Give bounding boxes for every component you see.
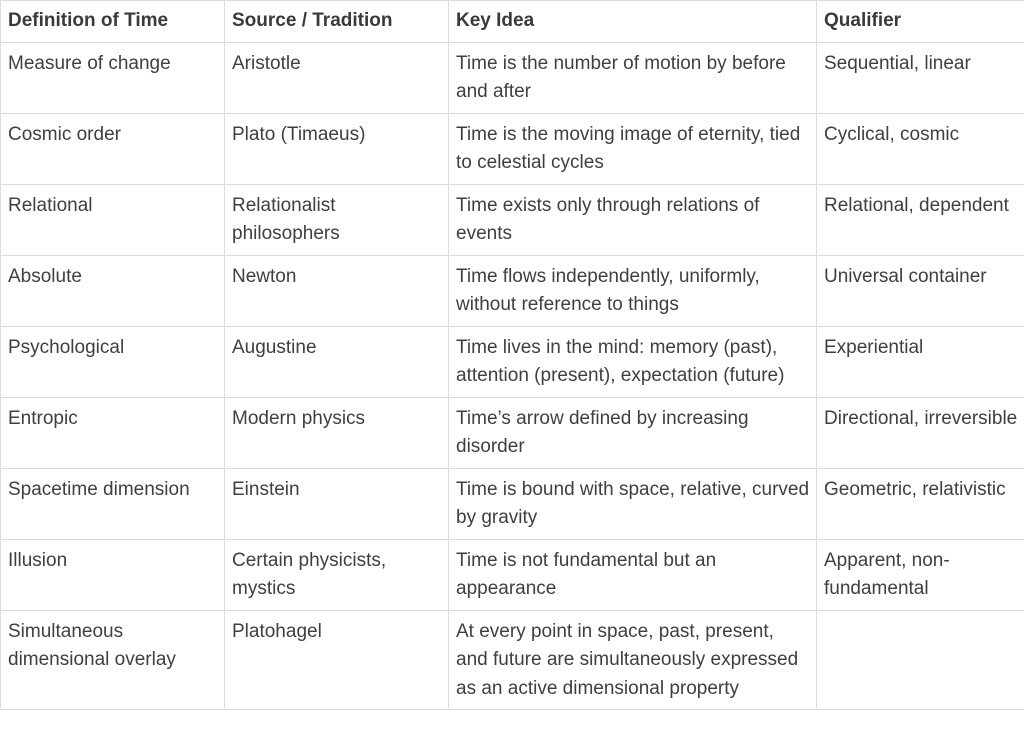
cell-definition: Entropic bbox=[1, 397, 225, 468]
table-row bbox=[1, 468, 1024, 539]
cell-key-idea: At every point in space, past, present, and future are simultaneously expressed as an active dimensional property bbox=[449, 610, 817, 710]
cell-qualifier: Experiential bbox=[817, 326, 1024, 397]
cell-qualifier: Cyclical, cosmic bbox=[817, 113, 1024, 184]
table-row bbox=[1, 397, 1024, 468]
cell-qualifier: Directional, irreversible bbox=[817, 397, 1024, 468]
cell-source: Certain physicists, mystics bbox=[225, 539, 449, 610]
cell-key-idea: Time is the number of motion by before and after bbox=[449, 42, 817, 113]
table-row bbox=[1, 113, 1024, 184]
cell-definition: Spacetime dimension bbox=[1, 468, 225, 539]
cell-qualifier: Sequential, linear bbox=[817, 42, 1024, 113]
column-header-source: Source / Tradition bbox=[225, 1, 449, 43]
cell-source: Einstein bbox=[225, 468, 449, 539]
cell-key-idea: Time’s arrow defined by increasing disorder bbox=[449, 397, 817, 468]
cell-source: Aristotle bbox=[225, 42, 449, 113]
cell-qualifier: Apparent, non-fundamental bbox=[817, 539, 1024, 610]
column-header-key-idea: Key Idea bbox=[449, 1, 817, 43]
cell-source: Newton bbox=[225, 255, 449, 326]
table-row bbox=[1, 326, 1024, 397]
cell-source: Plato (Timaeus) bbox=[225, 113, 449, 184]
column-header-definition: Definition of Time bbox=[1, 1, 225, 43]
cell-key-idea: Time flows independently, uniformly, without reference to things bbox=[449, 255, 817, 326]
cell-definition: Psychological bbox=[1, 326, 225, 397]
cell-key-idea: Time is bound with space, relative, curved by gravity bbox=[449, 468, 817, 539]
cell-key-idea: Time exists only through relations of events bbox=[449, 184, 817, 255]
table-row bbox=[1, 539, 1024, 610]
cell-source: Platohagel bbox=[225, 610, 449, 710]
cell-qualifier: Universal container bbox=[817, 255, 1024, 326]
table-row bbox=[1, 255, 1024, 326]
cell-source: Relationalist philosophers bbox=[225, 184, 449, 255]
column-header-qualifier: Qualifier bbox=[817, 1, 1024, 43]
cell-qualifier bbox=[817, 610, 1024, 710]
cell-qualifier: Relational, dependent bbox=[817, 184, 1024, 255]
cell-source: Augustine bbox=[225, 326, 449, 397]
cell-key-idea: Time is not fundamental but an appearance bbox=[449, 539, 817, 610]
cell-key-idea: Time lives in the mind: memory (past), attention (present), expectation (future) bbox=[449, 326, 817, 397]
cell-qualifier: Geometric, relativistic bbox=[817, 468, 1024, 539]
cell-definition: Relational bbox=[1, 184, 225, 255]
cell-definition: Illusion bbox=[1, 539, 225, 610]
cell-source: Modern physics bbox=[225, 397, 449, 468]
table-header-row bbox=[1, 1, 1024, 43]
cell-definition: Simultaneous dimensional overlay bbox=[1, 610, 225, 710]
cell-definition: Absolute bbox=[1, 255, 225, 326]
cell-key-idea: Time is the moving image of eternity, tied to celestial cycles bbox=[449, 113, 817, 184]
table-row bbox=[1, 610, 1024, 710]
table-row bbox=[1, 42, 1024, 113]
cell-definition: Cosmic order bbox=[1, 113, 225, 184]
table-row bbox=[1, 184, 1024, 255]
cell-definition: Measure of change bbox=[1, 42, 225, 113]
